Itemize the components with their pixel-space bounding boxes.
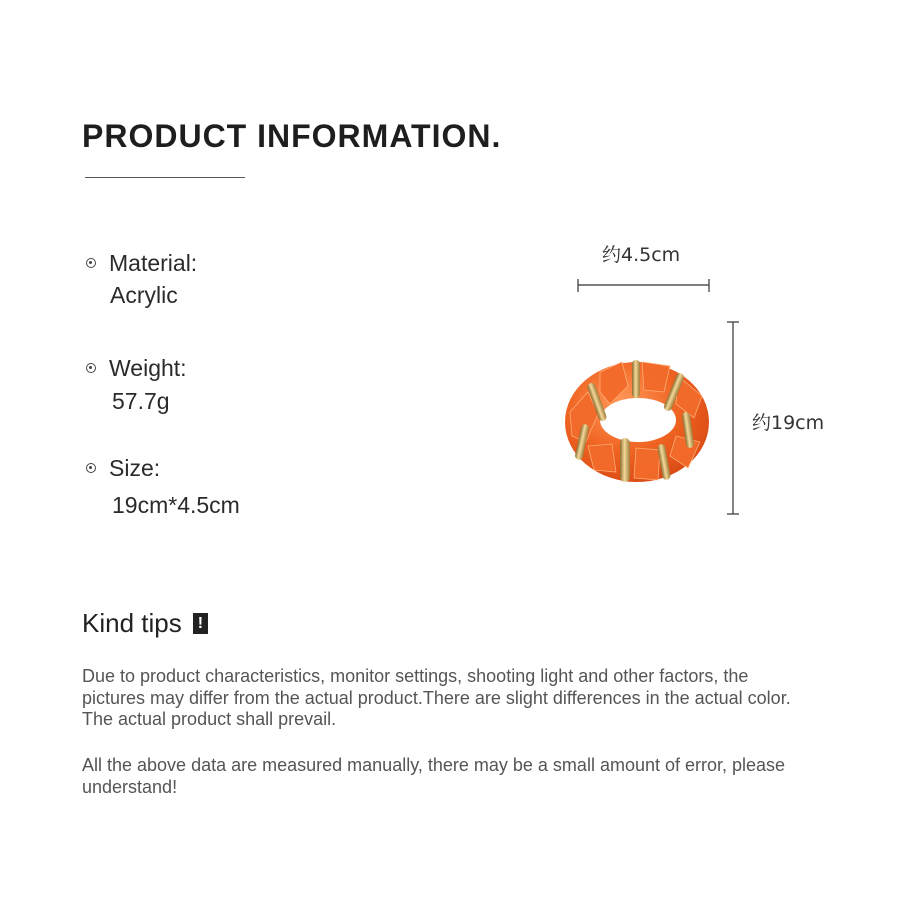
kind-tips-label: Kind tips xyxy=(82,608,182,638)
bullet-icon xyxy=(86,463,96,473)
length-dimension-line xyxy=(722,318,744,518)
spec-size-value: 19cm*4.5cm xyxy=(112,492,240,518)
page-title: PRODUCT INFORMATION. xyxy=(82,118,502,154)
width-dimension-label: 约4.5cm xyxy=(602,244,681,266)
bullet-icon xyxy=(86,363,96,373)
bullet-icon xyxy=(86,258,96,268)
tips-paragraph-disclaimer: Due to product characteristics, monitor settings, shooting light and other factors, the pictures may differ from the actual product.There are slight differences in the actual color. The actual product shall prevail. xyxy=(82,666,791,729)
spec-size-label: Size: xyxy=(109,455,161,481)
bracelet-product-image xyxy=(560,352,715,488)
spec-material-value: Acrylic xyxy=(110,282,178,308)
kind-tips-title xyxy=(82,608,208,639)
tips-paragraph-measurement: All the above data are measured manually, there may be a small amount of error, please understand! xyxy=(82,755,786,797)
spec-material-label: Material: xyxy=(109,250,198,276)
spec-weight-label: Weight: xyxy=(109,355,187,381)
width-dimension-line xyxy=(570,275,720,297)
length-dimension-label: 约19cm xyxy=(752,412,825,434)
title-underline xyxy=(85,177,245,178)
exclamation-icon: ! xyxy=(193,613,208,634)
spec-weight-value: 57.7g xyxy=(112,388,170,414)
